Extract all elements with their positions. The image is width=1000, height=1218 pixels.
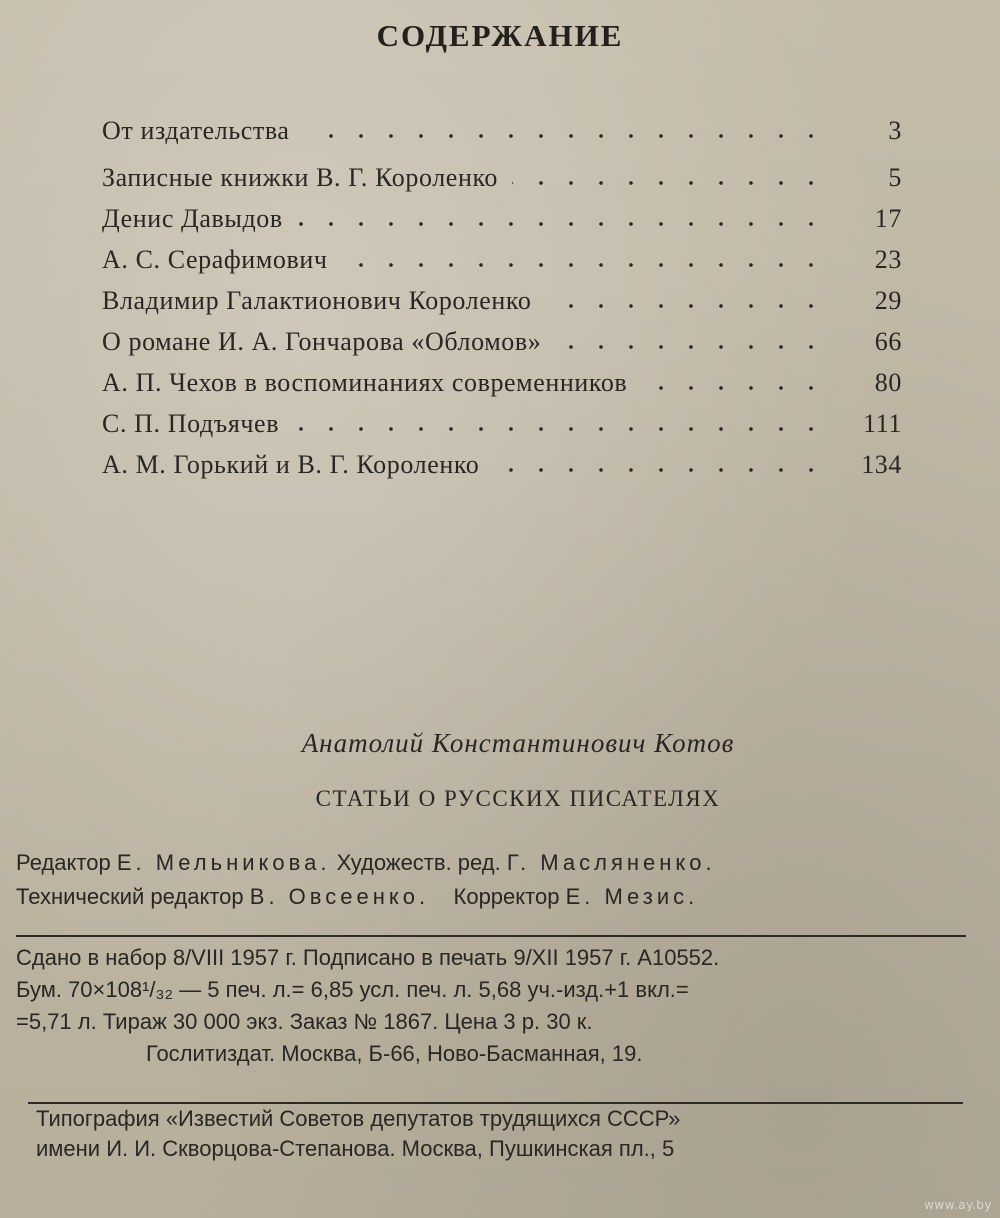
imprint-line-3: =5,71 л. Тираж 30 000 экз. Заказ № 1867. Цена 3 р. 30 к.	[16, 1009, 593, 1034]
dot-leader	[342, 263, 826, 267]
corrector-name: Е. Мезис.	[565, 884, 699, 909]
printer-block	[36, 1104, 976, 1164]
contents-entry	[102, 321, 902, 362]
editor-label: Редактор	[16, 850, 111, 875]
dot-leader	[293, 427, 826, 431]
contents-heading: СОДЕРЖАНИЕ	[376, 18, 624, 53]
dot-leader	[493, 468, 826, 472]
dot-leader	[297, 222, 826, 226]
dot-leader	[512, 181, 826, 185]
entry-page-number: 3	[888, 116, 902, 145]
corrector-label: Корректор	[453, 884, 560, 909]
entry-page-number: 66	[874, 327, 902, 356]
credits-line-1	[16, 846, 976, 880]
entry-page-number: 5	[888, 163, 902, 192]
imprint-line-4: Гослитиздат. Москва, Б-66, Ново-Басманная, 19.	[146, 1041, 643, 1066]
divider-line	[16, 935, 966, 937]
entry-title: А. С. Серафимович	[102, 245, 328, 274]
entry-title: О романе И. А. Гончарова «Обломов»	[102, 327, 542, 356]
entry-title: Владимир Галактионович Короленко	[102, 286, 532, 315]
entry-page-number: 23	[874, 245, 902, 274]
contents-list	[102, 110, 902, 485]
tech-editor-name: В. Овсеенко.	[249, 884, 430, 909]
entry-page-number: 134	[861, 450, 902, 479]
book-author: Анатолий Константинович Котов	[301, 728, 735, 758]
book-title: СТАТЬИ О РУССКИХ ПИСАТЕЛЯХ	[315, 786, 721, 811]
entry-page-number: 17	[874, 204, 902, 233]
art-editor-name: Г. Масляненко.	[506, 850, 716, 875]
contents-entry	[102, 444, 902, 485]
dot-leader	[641, 386, 826, 390]
entry-title: Денис Давыдов	[102, 204, 283, 233]
art-editor-label: Художеств. ред.	[336, 850, 501, 875]
credits-block	[16, 846, 976, 914]
entry-page-number: 80	[874, 368, 902, 397]
tech-editor-label: Технический редактор	[16, 884, 244, 909]
imprint-line-1: Сдано в набор 8/VIII 1957 г. Подписано в печать 9/XII 1957 г. А10552.	[16, 945, 720, 970]
contents-entry	[102, 110, 902, 151]
entry-page-number: 29	[874, 286, 902, 315]
dot-leader	[304, 134, 826, 138]
entry-title: А. П. Чехов в воспоминаниях современников	[102, 368, 628, 397]
entry-title: От издательства	[102, 116, 290, 145]
watermark-text: www.ay.by	[924, 1198, 992, 1212]
dot-leader	[555, 345, 826, 349]
dot-leader	[545, 304, 826, 308]
editor-name: Е. Мельникова.	[116, 850, 331, 875]
contents-entry	[102, 362, 902, 403]
entry-title: Записные книжки В. Г. Короленко	[102, 163, 498, 192]
contents-entry	[102, 280, 902, 321]
imprint-line-2: Бум. 70×108¹/₃₂ — 5 печ. л.= 6,85 усл. печ. л. 5,68 уч.-изд.+1 вкл.=	[16, 977, 689, 1002]
contents-entry	[102, 403, 902, 444]
contents-entry	[102, 198, 902, 239]
entry-title: С. П. Подъячев	[102, 409, 280, 438]
imprint-block	[16, 942, 976, 1070]
printer-line-2: имени И. И. Скворцова-Степанова. Москва, Пушкинская пл., 5	[36, 1136, 675, 1161]
contents-entry	[102, 157, 902, 198]
contents-entry	[102, 239, 902, 280]
credits-line-2	[16, 880, 976, 914]
entry-page-number: 111	[863, 409, 902, 438]
entry-title: А. М. Горький и В. Г. Короленко	[102, 450, 480, 479]
printer-line-1: Типография «Известий Советов депутатов трудящихся СССР»	[36, 1106, 681, 1131]
